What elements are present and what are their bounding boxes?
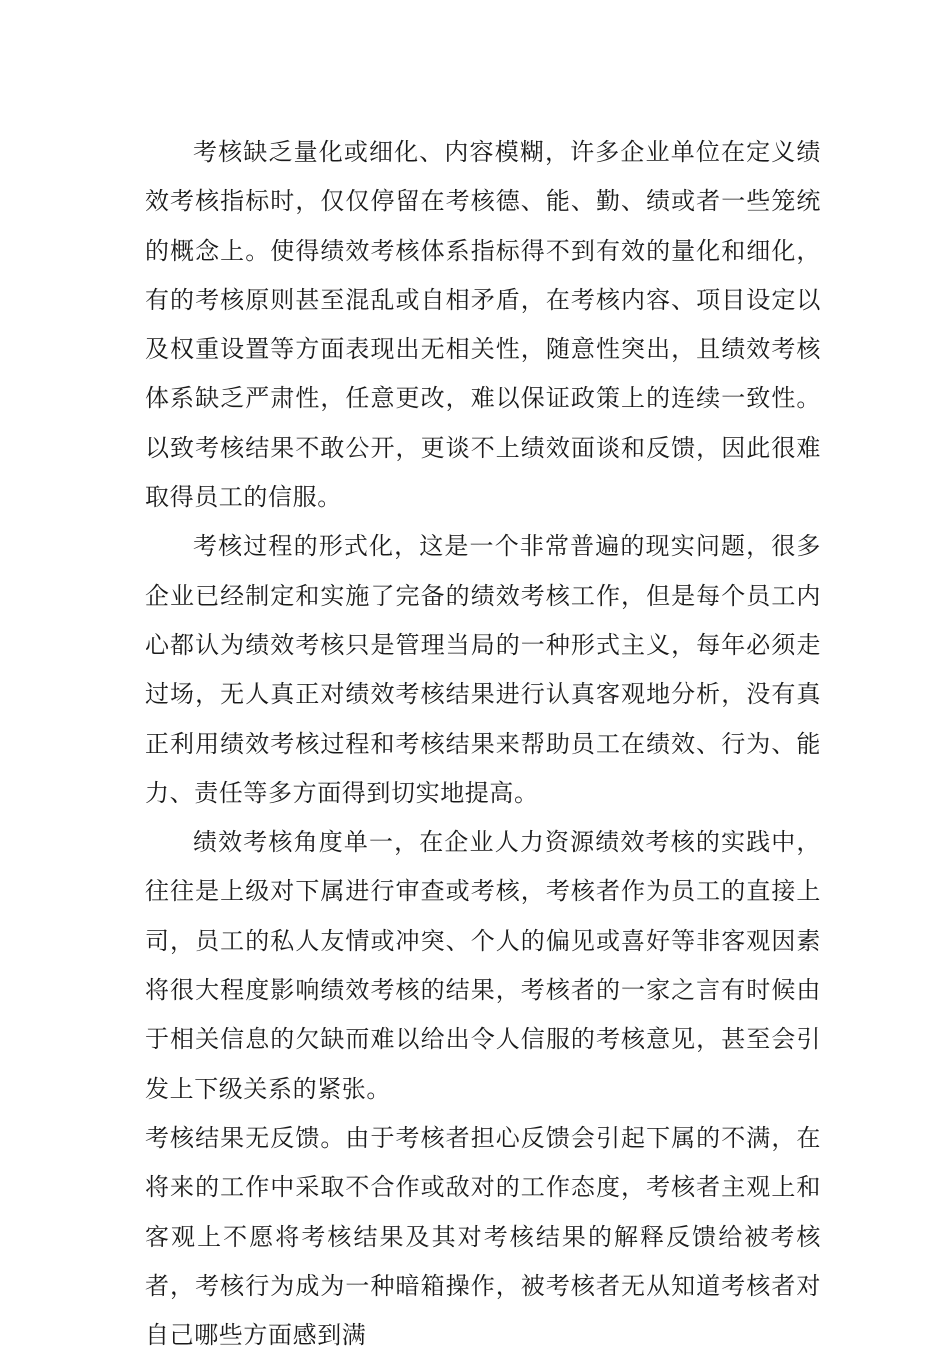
- paragraph-single-perspective: 绩效考核角度单一，在企业人力资源绩效考核的实践中，往往是上级对下属进行审查或考核，考核者作为员工的直接上司，员工的私人友情或冲突、个人的偏见或喜好等非客观因素将很大程度影响绩效考核的结果，考核者的一家之言有时候由于相关信息的欠缺而难以给出令人信服的考核意见，甚至会引发上下级关系的紧张。: [145, 828, 821, 1103]
- paragraph-formalism: 考核过程的形式化，这是一个非常普遍的现实问题，很多企业已经制定和实施了完备的绩效考核工作，但是每个员工内心都认为绩效考核只是管理当局的一种形式主义，每年必须走过场，无人真正对绩效考核结果进行认真客观地分析，没有真正利用绩效考核过程和考核结果来帮助员工在绩效、行为、能力、责任等多方面得到切实地提高。: [145, 532, 821, 807]
- document-body: [145, 128, 821, 1360]
- paragraph-no-feedback: 考核结果无反馈。由于考核者担心反馈会引起下属的不满，在将来的工作中采取不合作或敌对的工作态度，考核者主观上和客观上不愿将考核结果及其对考核结果的解释反馈给被考核者，考核行为成为一种暗箱操作，被考核者无从知道考核者对自己哪些方面感到满: [145, 1123, 821, 1350]
- paragraph-quantification: 考核缺乏量化或细化、内容模糊，许多企业单位在定义绩效考核指标时，仅仅停留在考核德、能、勤、绩或者一些笼统的概念上。使得绩效考核体系指标得不到有效的量化和细化，有的考核原则甚至混乱或自相矛盾，在考核内容、项目设定以及权重设置等方面表现出无相关性，随意性突出，且绩效考核体系缺乏严肃性，任意更改，难以保证政策上的连续一致性。以致考核结果不敢公开，更谈不上绩效面谈和反馈，因此很难取得员工的信服。: [145, 138, 821, 512]
